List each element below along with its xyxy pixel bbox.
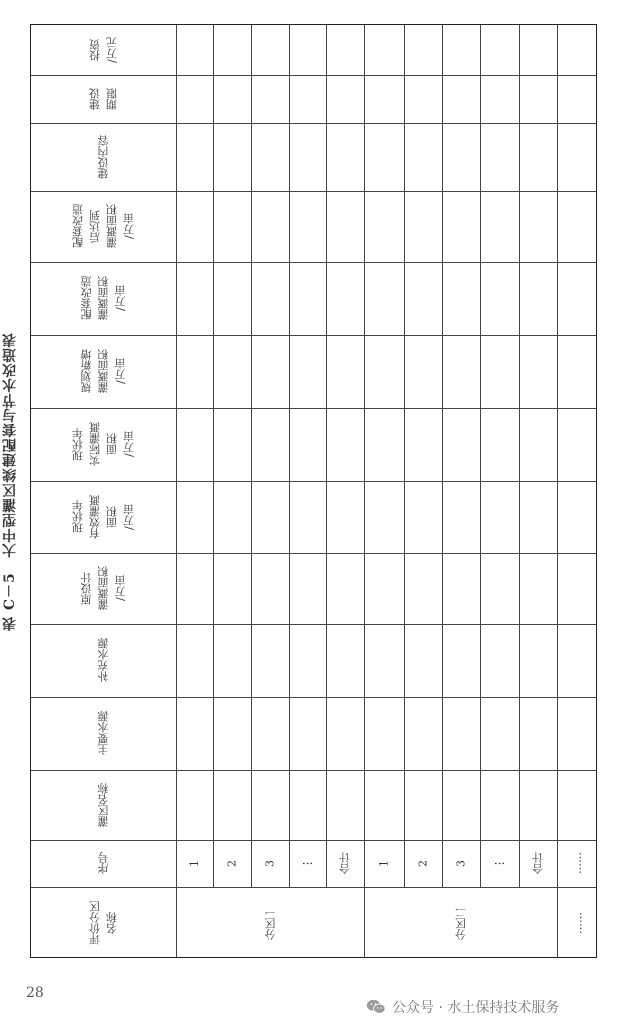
grid-line [213,25,214,958]
column-header: 配套改造 灌溉面积 /万亩 [80,276,127,321]
page-number: 28 [26,985,44,1001]
column-header: 灌区名称 [97,783,110,827]
grid-line [480,25,481,958]
grid-line [31,408,597,409]
grid-line [176,25,177,958]
grid-line [557,25,558,958]
grid-line [31,123,597,124]
wechat-icon [366,998,386,1016]
group-name: 分区一 [177,888,364,958]
grid-line [31,770,597,771]
grid-line [31,697,597,698]
watermark-text: 公众号 · 水土保持技术服务 [392,1000,560,1016]
grid-line [31,481,597,482]
column-header: 建设 期限 [88,88,119,110]
row-number: 1 [377,860,391,867]
column-header: 原设计 灌溉面积 /万亩 [80,566,127,611]
column-header: 建设内容 [97,135,110,179]
grid-line [519,25,520,958]
row-number: 1 [188,860,201,867]
row-number: …… [571,852,584,875]
row-number: 3 [454,860,468,867]
row-number: 2 [225,860,239,867]
column-header: 评价分区 名称 [88,901,119,945]
grid-line [31,624,597,625]
column-header: 配套改造 后达到 灌溉面积 /万亩 [71,204,136,249]
grid-line [251,25,252,958]
grid-line [289,25,290,958]
column-header: 规划新增 灌溉面积 /万亩 [80,349,127,394]
row-number: ⋮ [301,858,314,869]
row-number: 3 [263,860,277,867]
column-header: 补充水源 [97,638,110,683]
column-header: 序号 [97,852,110,875]
grid-line [31,553,597,554]
grid-line [31,191,597,192]
grid-line [31,335,597,336]
grid-line [364,25,365,958]
group-name: 分区二 [365,888,557,958]
watermark [366,996,559,1018]
grid-line [404,25,405,958]
grid-line [31,75,597,76]
grid-line [31,262,597,263]
table-title: 表 C－5 大中型灌区续建配套与节水改造表 [2,332,18,631]
data-table [30,24,597,958]
column-header: 投资 /万元 [88,37,119,63]
group-name: …… [558,888,597,958]
grid-line [442,25,443,958]
column-header: 现状年 实际灌溉 面积 /万亩 [71,422,136,467]
grid-line [326,25,327,958]
column-header: 主要水源 [97,711,110,756]
row-number: 2 [416,860,430,867]
row-number: ⋮ [493,858,506,869]
column-header: 现状年 有效灌溉 面积 /万亩 [71,495,136,539]
row-number: 合计 [338,852,352,875]
row-number: 合计 [531,852,545,875]
